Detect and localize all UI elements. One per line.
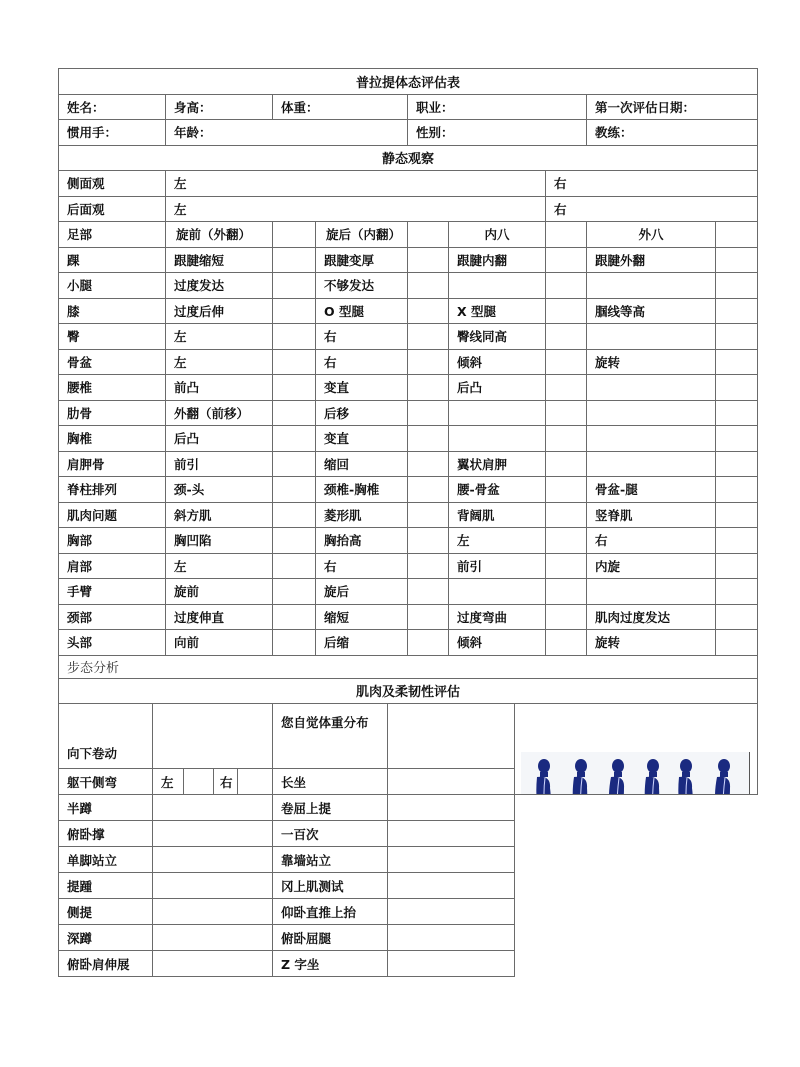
- muscle-test-value[interactable]: [388, 925, 515, 951]
- observation-label: 踝: [59, 247, 166, 273]
- observation-option: 旋转: [587, 349, 716, 375]
- observation-option: 前引: [449, 553, 546, 579]
- observation-option: [449, 579, 546, 605]
- muscle-test-label: 俯卧屈腿: [273, 925, 388, 951]
- observation-option: 缩回: [316, 451, 408, 477]
- observation-option: O 型腿: [316, 298, 408, 324]
- observation-label: 肋骨: [59, 400, 166, 426]
- observation-option: 竖脊肌: [587, 502, 716, 528]
- observation-label: 胸部: [59, 528, 166, 554]
- observation-option: 跟腱外翻: [587, 247, 716, 273]
- observation-option: 臀线同高: [449, 324, 546, 350]
- observation-row: [59, 222, 758, 248]
- observation-checkbox[interactable]: [408, 579, 449, 605]
- muscle-test-value[interactable]: [388, 899, 515, 925]
- muscle-test-value[interactable]: [153, 899, 273, 925]
- observation-checkbox[interactable]: [546, 451, 587, 477]
- observation-row: [59, 553, 758, 579]
- side-view-label: 侧面观: [59, 171, 166, 197]
- observation-checkbox[interactable]: [546, 528, 587, 554]
- lateral-flexion-right-value[interactable]: [238, 769, 273, 795]
- observation-checkbox[interactable]: [408, 426, 449, 452]
- observation-label: 胸椎: [59, 426, 166, 452]
- muscle-flexibility-table: [58, 703, 758, 977]
- muscle-test-row: [59, 795, 758, 821]
- height-field[interactable]: 身高：: [166, 94, 273, 120]
- observation-checkbox[interactable]: [716, 604, 758, 630]
- observation-row: [59, 502, 758, 528]
- observation-option: 倾斜: [449, 630, 546, 656]
- observation-option: 翼状肩胛: [449, 451, 546, 477]
- observation-checkbox[interactable]: [273, 630, 316, 656]
- long-sit-value[interactable]: [388, 769, 515, 795]
- observation-checkbox[interactable]: [273, 604, 316, 630]
- observation-option: 过度弯曲: [449, 604, 546, 630]
- muscle-test-label: 靠墙站立: [273, 847, 388, 873]
- observation-checkbox[interactable]: [408, 349, 449, 375]
- observation-checkbox[interactable]: [716, 528, 758, 554]
- lateral-flexion-left-value[interactable]: [184, 769, 214, 795]
- observation-checkbox[interactable]: [408, 222, 449, 248]
- back-view-left[interactable]: 左: [166, 196, 546, 222]
- observation-option: 腘线等高: [587, 298, 716, 324]
- roll-down-label: 向下卷动: [59, 704, 153, 769]
- observation-checkbox[interactable]: [408, 604, 449, 630]
- observation-option: 左: [449, 528, 546, 554]
- observation-option: 过度发达: [166, 273, 273, 299]
- weight-field[interactable]: 体重：: [273, 94, 408, 120]
- observation-checkbox[interactable]: [546, 247, 587, 273]
- observation-checkbox[interactable]: [716, 553, 758, 579]
- observation-checkbox[interactable]: [273, 451, 316, 477]
- observation-checkbox[interactable]: [408, 451, 449, 477]
- muscle-test-value[interactable]: [153, 821, 273, 847]
- observation-label: 臀: [59, 324, 166, 350]
- observation-option: 过度后伸: [166, 298, 273, 324]
- muscle-test-value[interactable]: [153, 847, 273, 873]
- observation-checkbox[interactable]: [408, 502, 449, 528]
- observation-option: [587, 579, 716, 605]
- observation-checkbox[interactable]: [716, 579, 758, 605]
- observation-checkbox[interactable]: [546, 579, 587, 605]
- observation-row: [59, 324, 758, 350]
- muscle-test-row: [59, 873, 758, 899]
- assessment-table: [58, 68, 758, 704]
- observation-checkbox[interactable]: [408, 528, 449, 554]
- observation-option: 左: [166, 553, 273, 579]
- posture-assessment-form: [58, 68, 757, 977]
- muscle-test-row: [59, 951, 758, 977]
- observation-option: 外八: [587, 222, 716, 248]
- muscle-test-label: 提踵: [59, 873, 153, 899]
- muscle-test-value[interactable]: [153, 951, 273, 977]
- back-view-label: 后面观: [59, 196, 166, 222]
- muscle-test-label: 一百次: [273, 821, 388, 847]
- muscle-test-value[interactable]: [153, 925, 273, 951]
- lateral-flexion-label: 躯干侧弯: [59, 769, 153, 795]
- muscle-test-row: [59, 899, 758, 925]
- observation-option: X 型腿: [449, 298, 546, 324]
- muscle-test-value[interactable]: [388, 951, 515, 977]
- observation-row: [59, 298, 758, 324]
- observation-checkbox[interactable]: [716, 426, 758, 452]
- observation-label: 膝: [59, 298, 166, 324]
- age-field[interactable]: 年龄：: [166, 120, 408, 146]
- observation-checkbox[interactable]: [408, 375, 449, 401]
- observation-option: 后移: [316, 400, 408, 426]
- form-title: 普拉提体态评估表: [59, 69, 758, 95]
- gender-field[interactable]: 性别：: [408, 120, 587, 146]
- gait-analysis-row[interactable]: 步态分析: [59, 655, 758, 678]
- observation-row: [59, 349, 758, 375]
- muscle-test-label: 单脚站立: [59, 847, 153, 873]
- muscle-test-row: [59, 925, 758, 951]
- observation-option: [587, 375, 716, 401]
- lateral-flexion-right-label: 右: [214, 769, 238, 795]
- observation-option: 前引: [166, 451, 273, 477]
- observation-checkbox[interactable]: [546, 349, 587, 375]
- observation-checkbox[interactable]: [273, 579, 316, 605]
- observation-checkbox[interactable]: [716, 477, 758, 503]
- muscle-rows: [59, 795, 758, 977]
- observation-checkbox[interactable]: [716, 349, 758, 375]
- observation-checkbox[interactable]: [546, 477, 587, 503]
- observation-checkbox[interactable]: [273, 400, 316, 426]
- observation-row: [59, 528, 758, 554]
- observation-option: 颈椎-胸椎: [316, 477, 408, 503]
- muscle-flexibility-header: 肌肉及柔韧性评估: [59, 678, 758, 704]
- muscle-test-label: 卷屈上提: [273, 795, 388, 821]
- observation-checkbox[interactable]: [273, 375, 316, 401]
- observation-label: 骨盆: [59, 349, 166, 375]
- observation-checkbox[interactable]: [546, 222, 587, 248]
- posture-figure-cell: [515, 704, 758, 795]
- observation-checkbox[interactable]: [546, 502, 587, 528]
- observation-row: [59, 426, 758, 452]
- observation-checkbox[interactable]: [546, 400, 587, 426]
- observation-option: 右: [587, 528, 716, 554]
- observation-row: [59, 400, 758, 426]
- side-silhouette-icon: [709, 758, 735, 795]
- side-silhouette-icon: [639, 758, 665, 795]
- observation-checkbox[interactable]: [408, 477, 449, 503]
- observation-option: 右: [316, 553, 408, 579]
- observation-option: 肌肉过度发达: [587, 604, 716, 630]
- observation-option: 骨盆-腿: [587, 477, 716, 503]
- occupation-field[interactable]: 职业：: [408, 94, 587, 120]
- observation-option: 旋转: [587, 630, 716, 656]
- observation-option: [587, 426, 716, 452]
- muscle-test-value[interactable]: [388, 821, 515, 847]
- observation-checkbox[interactable]: [408, 553, 449, 579]
- observation-checkbox[interactable]: [716, 222, 758, 248]
- observation-checkbox[interactable]: [716, 273, 758, 299]
- muscle-test-label: 俯卧撑: [59, 821, 153, 847]
- observation-checkbox[interactable]: [408, 324, 449, 350]
- observation-checkbox[interactable]: [546, 426, 587, 452]
- observation-checkbox[interactable]: [546, 604, 587, 630]
- observation-checkbox[interactable]: [273, 247, 316, 273]
- observation-checkbox[interactable]: [546, 298, 587, 324]
- observation-checkbox[interactable]: [546, 324, 587, 350]
- observation-option: [587, 324, 716, 350]
- coach-field[interactable]: 教练：: [587, 120, 758, 146]
- observation-option: 背阔肌: [449, 502, 546, 528]
- observation-checkbox[interactable]: [273, 528, 316, 554]
- observation-option: 旋前: [166, 579, 273, 605]
- observation-option: 过度伸直: [166, 604, 273, 630]
- observation-label: 手臂: [59, 579, 166, 605]
- observation-option: 缩短: [316, 604, 408, 630]
- observation-label: 肩胛骨: [59, 451, 166, 477]
- observation-option: [449, 426, 546, 452]
- observation-checkbox[interactable]: [716, 324, 758, 350]
- side-silhouette-icon: [531, 758, 557, 795]
- observation-option: 腰-骨盆: [449, 477, 546, 503]
- side-silhouette-icon: [603, 758, 629, 795]
- observation-label: 腰椎: [59, 375, 166, 401]
- muscle-test-label: 冈上肌测试: [273, 873, 388, 899]
- observation-option: 颈-头: [166, 477, 273, 503]
- observation-option: 倾斜: [449, 349, 546, 375]
- muscle-test-label: 侧提: [59, 899, 153, 925]
- static-observation-rows: [59, 222, 758, 656]
- observation-option: 旋后（内翻）: [316, 222, 408, 248]
- muscle-test-label: Z 字坐: [273, 951, 388, 977]
- observation-checkbox[interactable]: [408, 400, 449, 426]
- observation-checkbox[interactable]: [273, 298, 316, 324]
- observation-option: 跟腱变厚: [316, 247, 408, 273]
- weight-distribution-label: 您自觉体重分布: [273, 704, 388, 769]
- observation-label: 脊柱排列: [59, 477, 166, 503]
- lateral-flexion-left-label: 左: [153, 769, 184, 795]
- observation-option: 向前: [166, 630, 273, 656]
- side-view-right[interactable]: 右: [546, 171, 758, 197]
- observation-label: 小腿: [59, 273, 166, 299]
- observation-option: [587, 451, 716, 477]
- observation-option: 左: [166, 349, 273, 375]
- observation-option: 菱形肌: [316, 502, 408, 528]
- observation-option: [587, 273, 716, 299]
- side-silhouette-icon: [567, 758, 593, 795]
- muscle-test-value[interactable]: [388, 795, 515, 821]
- observation-option: 斜方肌: [166, 502, 273, 528]
- observation-row: [59, 247, 758, 273]
- name-field[interactable]: 姓名：: [59, 94, 166, 120]
- observation-option: 后缩: [316, 630, 408, 656]
- observation-checkbox[interactable]: [408, 630, 449, 656]
- observation-row: [59, 477, 758, 503]
- observation-row: [59, 451, 758, 477]
- observation-row: [59, 630, 758, 656]
- muscle-test-value[interactable]: [388, 873, 515, 899]
- observation-option: 前凸: [166, 375, 273, 401]
- observation-option: 变直: [316, 426, 408, 452]
- observation-option: [449, 400, 546, 426]
- observation-checkbox[interactable]: [546, 630, 587, 656]
- observation-option: 胸凹陷: [166, 528, 273, 554]
- observation-checkbox[interactable]: [273, 477, 316, 503]
- muscle-test-label: 俯卧肩伸展: [59, 951, 153, 977]
- observation-option: 胸抬高: [316, 528, 408, 554]
- observation-row: [59, 375, 758, 401]
- observation-checkbox[interactable]: [273, 426, 316, 452]
- side-silhouette-icon: [673, 758, 699, 795]
- observation-checkbox[interactable]: [716, 298, 758, 324]
- muscle-test-row: [59, 847, 758, 873]
- muscle-test-label: 深蹲: [59, 925, 153, 951]
- observation-option: 后凸: [449, 375, 546, 401]
- observation-checkbox[interactable]: [273, 324, 316, 350]
- observation-label: 颈部: [59, 604, 166, 630]
- observation-option: 右: [316, 349, 408, 375]
- observation-checkbox[interactable]: [273, 349, 316, 375]
- observation-checkbox[interactable]: [546, 553, 587, 579]
- observation-checkbox[interactable]: [273, 222, 316, 248]
- observation-checkbox[interactable]: [408, 298, 449, 324]
- observation-checkbox[interactable]: [546, 375, 587, 401]
- weight-distribution-value[interactable]: [388, 704, 515, 769]
- observation-option: 后凸: [166, 426, 273, 452]
- muscle-test-value[interactable]: [153, 795, 273, 821]
- observation-label: 肌肉问题: [59, 502, 166, 528]
- muscle-test-row: [59, 821, 758, 847]
- muscle-test-value[interactable]: [153, 873, 273, 899]
- observation-option: 左: [166, 324, 273, 350]
- observation-label: 头部: [59, 630, 166, 656]
- observation-checkbox[interactable]: [716, 247, 758, 273]
- observation-checkbox[interactable]: [408, 247, 449, 273]
- observation-row: [59, 273, 758, 299]
- observation-option: 内八: [449, 222, 546, 248]
- observation-checkbox[interactable]: [408, 273, 449, 299]
- observation-row: [59, 579, 758, 605]
- observation-option: 旋后: [316, 579, 408, 605]
- observation-checkbox[interactable]: [716, 502, 758, 528]
- observation-checkbox[interactable]: [273, 273, 316, 299]
- observation-checkbox[interactable]: [273, 553, 316, 579]
- observation-checkbox[interactable]: [716, 400, 758, 426]
- observation-option: 内旋: [587, 553, 716, 579]
- observation-option: 旋前（外翻）: [166, 222, 273, 248]
- side-view-left[interactable]: 左: [166, 171, 546, 197]
- observation-option: [449, 273, 546, 299]
- observation-option: 外翻（前移）: [166, 400, 273, 426]
- static-observation-header: 静态观察: [59, 145, 758, 171]
- observation-option: [587, 400, 716, 426]
- first-assessment-date-field[interactable]: 第一次评估日期：: [587, 94, 758, 120]
- back-view-right[interactable]: 右: [546, 196, 758, 222]
- observation-checkbox[interactable]: [716, 375, 758, 401]
- posture-silhouettes-image: [521, 752, 750, 795]
- observation-option: 变直: [316, 375, 408, 401]
- observation-label: 肩部: [59, 553, 166, 579]
- muscle-test-label: 仰卧直推上抬: [273, 899, 388, 925]
- muscle-test-value[interactable]: [388, 847, 515, 873]
- observation-option: 右: [316, 324, 408, 350]
- long-sit-label: 长坐: [273, 769, 388, 795]
- observation-checkbox[interactable]: [716, 630, 758, 656]
- observation-checkbox[interactable]: [546, 273, 587, 299]
- observation-option: 跟腱缩短: [166, 247, 273, 273]
- muscle-test-label: 半蹲: [59, 795, 153, 821]
- observation-option: 不够发达: [316, 273, 408, 299]
- observation-label: 足部: [59, 222, 166, 248]
- dominant-hand-field[interactable]: 惯用手：: [59, 120, 166, 146]
- observation-row: [59, 604, 758, 630]
- observation-option: 跟腱内翻: [449, 247, 546, 273]
- observation-checkbox[interactable]: [273, 502, 316, 528]
- observation-checkbox[interactable]: [716, 451, 758, 477]
- roll-down-value[interactable]: [153, 704, 273, 769]
